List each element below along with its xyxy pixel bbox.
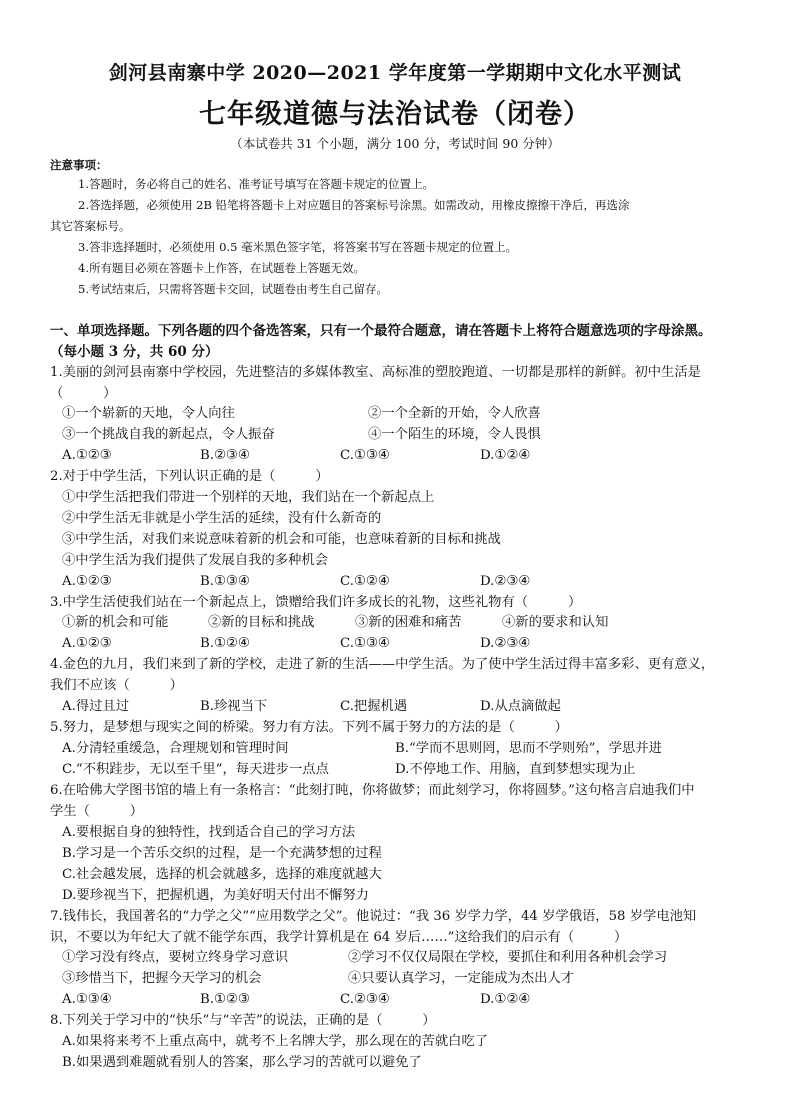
question-6-stem: 6.在哈佛大学图书馆的墙上有一条格言：“此刻打盹，你将做梦；而此刻学习，你将圆梦。”这句格言启迪我们中: [50, 783, 695, 798]
question-1-option-b: B.②③④: [200, 448, 250, 463]
question-6-option-d: D.要珍视当下，把握机遇，为美好明天付出不懈努力: [62, 888, 369, 903]
question-3-option-b: B.①②④: [200, 636, 250, 651]
question-6-stem-cont: 学生（ ）: [50, 804, 144, 819]
question-8-option-a: A.如果将来考不上重点高中，就考不上名牌大学，那么现在的苦就白吃了: [62, 1034, 489, 1049]
question-1-stem-cont: （ ）: [50, 386, 117, 401]
question-3-stem: 3.中学生活使我们站在一个新起点上，馈赠给我们许多成长的礼物，这些礼物有（ ）: [50, 595, 582, 610]
question-1-stem: 1.美丽的剑河县南寨中学校园，先进整洁的多媒体教室、高标准的塑胶跑道、一切都是那样的新鲜。初中生活是: [50, 365, 701, 380]
question-2-statement: ④中学生活为我们提供了发展自我的多种机会: [62, 553, 328, 568]
question-4-option-d: D.从点滴做起: [480, 699, 561, 714]
exam-title: 剑河县南寨中学 2020—2021 学年度第一学期期中文化水平测试: [108, 62, 682, 84]
question-4-stem-cont: 我们不应该（ ）: [50, 678, 183, 693]
notice-item: 1.答题时，务必将自己的姓名、准考证号填写在答题卡规定的位置上。: [78, 177, 434, 191]
question-8-option-b: B.如果遇到难题就看别人的答案，那么学习的苦就可以避免了: [62, 1055, 422, 1070]
notice-item: 2.答选择题，必须使用 2B 铅笔将答题卡上对应题目的答案标号涂黑。如需改动，用橡皮擦擦干净后，再选涂: [78, 198, 630, 212]
question-1-statement: ④一个陌生的环境，令人畏惧: [368, 427, 541, 442]
question-7-statement: ①学习没有终点，要树立终身学习意识: [62, 950, 289, 965]
notice-heading: 注意事项：: [50, 158, 108, 172]
question-2-option-c: C.①②④: [340, 574, 390, 589]
question-2-statement: ②中学生活无非就是小学生活的延续，没有什么新奇的: [62, 511, 382, 526]
question-3-statement: ①新的机会和可能: [62, 615, 169, 630]
paper-title: 七年级道德与法治试卷（闭卷）: [199, 99, 591, 130]
question-2-option-b: B.①③④: [200, 574, 250, 589]
question-8-stem: 8.下列关于学习中的“快乐”与“辛苦”的说法，正确的是（ ）: [50, 1013, 436, 1028]
notice-item: 其它答案标号。: [50, 219, 131, 233]
question-2-option-a: A.①②③: [62, 574, 112, 589]
question-3-statement: ③新的困难和痛苦: [355, 615, 462, 630]
question-1-statement: ③一个挑战自我的新起点，令人振奋: [62, 427, 275, 442]
question-5-option-b: B.“学而不思则罔，思而不学则殆”，学思并进: [395, 741, 662, 756]
question-7-option-c: C.②③④: [340, 992, 390, 1007]
notice-item: 3.答非选择题时，必须使用 0.5 毫米黑色签字笔，将答案书写在答题卡规定的位置上。: [78, 240, 518, 254]
question-3-statement: ④新的要求和认知: [502, 615, 609, 630]
question-7-option-a: A.①③④: [62, 992, 112, 1007]
question-2-statement: ①中学生活把我们带进一个别样的天地，我们站在一个新起点上: [62, 490, 435, 505]
question-7-stem-cont: 识，不要以为年纪大了就不能学东西，我学计算机是在 64 岁后……”这给我们的启示有（ ）: [50, 930, 628, 945]
question-6-option-a: A.要根据自身的独特性，找到适合自己的学习方法: [62, 825, 356, 840]
question-4-stem: 4.金色的九月，我们来到了新的学校，走进了新的生活——中学生活。为了使中学生活过得丰富多彩、更有意义，: [50, 657, 715, 672]
question-2-option-d: D.②③④: [480, 574, 531, 589]
question-3-statement: ②新的目标和挑战: [208, 615, 315, 630]
question-5-option-c: C.“不积跬步，无以至千里”，每天进步一点点: [62, 762, 329, 777]
question-3-option-c: C.①③④: [340, 636, 390, 651]
question-4-option-a: A.得过且过: [62, 699, 130, 714]
section-score-note: （每小题 3 分，共 60 分）: [50, 344, 219, 360]
question-7-stem: 7.钱伟长，我国著名的“力学之父”“应用数学之父”。他说过：“我 36 岁学力学，44 岁学俄语，58 岁学电池知: [50, 909, 697, 924]
exam-subtitle: （本试卷共 31 个小题，满分 100 分，考试时间 90 分钟）: [230, 136, 560, 151]
question-7-option-b: B.①②③: [200, 992, 250, 1007]
question-5-stem: 5.努力，是梦想与现实之间的桥梁。努力有方法。下列不属于努力的方法的是（ ）: [50, 720, 568, 735]
question-1-option-a: A.①②③: [62, 448, 112, 463]
question-6-option-c: C.社会越发展，选择的机会就越多，选择的难度就越大: [62, 867, 382, 882]
question-3-option-a: A.①②③: [62, 636, 112, 651]
question-4-option-b: B.珍视当下: [200, 699, 268, 714]
question-6-option-b: B.学习是一个苦乐交织的过程，是一个充满梦想的过程: [62, 846, 382, 861]
question-1-statement: ①一个崭新的天地，令人向往: [62, 406, 235, 421]
question-1-statement: ②一个全新的开始，令人欣喜: [368, 406, 541, 421]
question-7-statement: ④只要认真学习，一定能成为杰出人才: [348, 971, 575, 986]
question-3-option-d: D.②③④: [480, 636, 531, 651]
question-5-option-a: A.分清轻重缓急，合理规划和管理时间: [62, 741, 289, 756]
question-4-option-c: C.把握机遇: [340, 699, 408, 714]
question-2-statement: ③中学生活，对我们来说意味着新的机会和可能，也意味着新的目标和挑战: [62, 532, 501, 547]
question-1-option-d: D.①②④: [480, 448, 531, 463]
question-1-option-c: C.①③④: [340, 448, 390, 463]
section-heading: 一、单项选择题。下列各题的四个备选答案，只有一个最符合题意，请在答题卡上将符合题意选项的字母涂黑。: [50, 323, 712, 339]
question-5-option-d: D.不停地工作、用脑，直到梦想实现为止: [395, 762, 636, 777]
question-7-statement: ③珍惜当下，把握今天学习的机会: [62, 971, 262, 986]
question-7-option-d: D.①②④: [480, 992, 531, 1007]
notice-item: 4.所有题目必须在答题卡上作答，在试题卷上答题无效。: [78, 261, 365, 275]
question-7-statement: ②学习不仅仅局限在学校，要抓住和利用各种机会学习: [348, 950, 668, 965]
notice-item: 5.考试结束后，只需将答题卡交回，试题卷由考生自己留存。: [78, 282, 388, 296]
question-2-stem: 2.对于中学生活，下列认识正确的是（ ）: [50, 469, 329, 484]
